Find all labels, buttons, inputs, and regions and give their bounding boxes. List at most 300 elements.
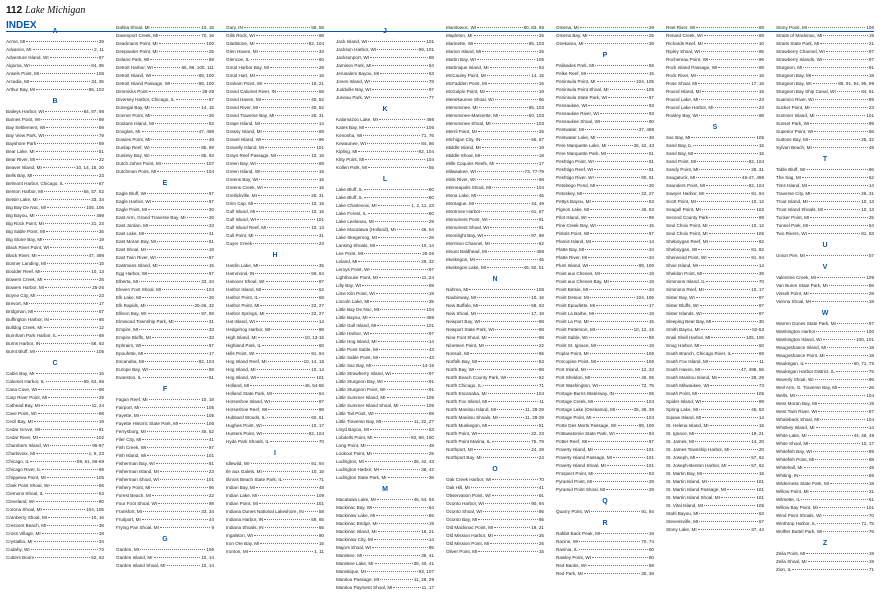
entry-page: 66 <box>318 525 324 530</box>
entry-leader-dots <box>590 297 635 298</box>
entry-page: 26, 31 <box>861 191 874 196</box>
entry-leader-dots <box>478 131 538 132</box>
index-entry <box>776 40 874 48</box>
entry-leader-dots <box>377 499 413 500</box>
entry-page: 96 <box>868 167 874 172</box>
entry-leader-dots <box>35 557 90 558</box>
index-entry <box>446 208 544 216</box>
entry-leader-dots <box>45 135 98 136</box>
entry-leader-dots <box>489 219 538 220</box>
entry-page: 95 <box>428 545 434 550</box>
entry-page: 10, 15 <box>311 209 324 214</box>
entry-name: Four Foot Shoal, WI <box>116 501 158 506</box>
entry-page: 25 <box>538 33 544 38</box>
entry-page: 69 <box>758 351 764 356</box>
entry-page: 47, 498 <box>198 129 214 134</box>
entry-leader-dots <box>594 401 645 402</box>
entry-name: Dimmicks Point <box>116 89 148 94</box>
index-entry <box>226 286 324 294</box>
index-entry <box>776 336 874 344</box>
entry-name: Ellison Bay, WI <box>116 311 147 316</box>
entry-leader-dots <box>700 305 758 306</box>
entry-page: 98, 100 <box>638 263 654 268</box>
entry-name: Dunlap Reef, WI <box>116 145 150 150</box>
entry-name: Lookout Point, MI <box>336 451 372 456</box>
entry-leader-dots <box>479 107 528 108</box>
entry-leader-dots <box>157 241 208 242</box>
entry-name: Deepwater Point, MI <box>116 49 158 54</box>
index-entry <box>6 554 104 562</box>
index-entry <box>446 438 544 446</box>
entry-name: Zeila Shoal, MI <box>776 559 807 564</box>
entry-page: 14 <box>318 121 324 126</box>
entry-name: Point La Par, MI <box>556 319 589 324</box>
index-entry <box>446 548 544 556</box>
entry-page: 57 <box>868 253 874 258</box>
entry-name: Summer Island, MI <box>776 113 815 118</box>
entry-name: Rawley Point, WI <box>556 555 591 560</box>
entry-page: 98 <box>538 319 544 324</box>
entry-page: 60 <box>318 57 324 62</box>
entry-page: 36, 42 <box>421 467 434 472</box>
index-entry <box>556 182 654 190</box>
entry-page: 97 <box>98 55 104 60</box>
entry-name: Elk Lake, MI <box>116 295 142 300</box>
index-entry <box>446 294 544 302</box>
entry-page: 106 <box>866 25 874 30</box>
entry-name: Willow Bay Point, MI <box>776 505 818 510</box>
entry-page: 106 <box>206 547 214 552</box>
entry-page: 71 <box>538 383 544 388</box>
entry-name: Long Point, MI <box>336 443 366 448</box>
entry-page: 82 <box>758 239 764 244</box>
entry-page: 58, 63 <box>91 341 104 346</box>
index-entry <box>556 278 654 286</box>
index-entry <box>776 424 874 432</box>
entry-name: Sheboygan, WI <box>666 247 698 252</box>
entry-name: Trout Island, MI <box>776 199 808 204</box>
letter-heading: K <box>382 106 388 113</box>
index-entry <box>556 78 654 86</box>
index-entry <box>446 184 544 192</box>
entry-leader-dots <box>595 473 648 474</box>
index-entry <box>666 318 764 326</box>
index-entry <box>336 156 434 164</box>
index-entry <box>6 434 104 442</box>
entry-leader-dots <box>590 209 640 210</box>
entry-name: Spider Island, WI <box>666 399 701 404</box>
entry-leader-dots <box>48 517 90 518</box>
entry-leader-dots <box>699 409 750 410</box>
entry-name: South Fox Island, MI <box>666 359 709 364</box>
entry-page: 91, 94 <box>641 509 654 514</box>
entry-name: Good Hart, MI <box>226 73 255 78</box>
entry-page: 105 <box>756 503 764 508</box>
entry-leader-dots <box>147 193 208 194</box>
entry-page: 41 <box>538 485 544 490</box>
index-entry <box>776 112 874 120</box>
entry-leader-dots <box>267 227 310 228</box>
index-entry <box>666 174 764 182</box>
entry-leader-dots <box>490 227 538 228</box>
entry-leader-dots <box>596 185 648 186</box>
entry-leader-dots <box>809 225 868 226</box>
entry-page: 101 <box>756 479 764 484</box>
entry-name: Garden, MI <box>116 547 139 552</box>
entry-leader-dots <box>481 321 538 322</box>
index-entry <box>336 132 434 140</box>
entry-page: 60, 61 <box>311 415 324 420</box>
entry-page: 29 <box>318 65 324 70</box>
entry-name: Union Pier, MI <box>776 253 805 258</box>
entry-page: 19, 21 <box>751 431 764 436</box>
entry-page: 81 <box>208 461 214 466</box>
entry-leader-dots <box>589 35 648 36</box>
letter-heading: G <box>162 536 168 543</box>
entry-name: Plum Island, WI <box>556 263 589 268</box>
index-entry <box>446 24 544 32</box>
index-entry <box>6 514 104 522</box>
entry-leader-dots <box>477 179 538 180</box>
index-entry <box>776 32 874 40</box>
entry-page: 26 <box>648 183 654 188</box>
entry-leader-dots <box>698 393 755 394</box>
entry-page: 48 <box>428 443 434 448</box>
index-entry <box>336 290 434 298</box>
entry-leader-dots <box>145 361 198 362</box>
index-entry <box>776 174 874 182</box>
entry-name: East Arm, Grand Traverse Bay, MI <box>116 215 186 220</box>
entry-name: Gull Island, WI <box>226 217 256 222</box>
entry-page: 26 <box>208 215 214 220</box>
entry-leader-dots <box>816 427 868 428</box>
entry-name: Hedgehog Harbor, WI <box>226 327 271 332</box>
entry-leader-dots <box>369 317 426 318</box>
entry-page: 76 <box>868 529 874 534</box>
entry-page: 104 <box>426 307 434 312</box>
entry-page: 88, 100 <box>198 73 214 78</box>
entry-name: Ansels Point, MI <box>6 71 40 76</box>
index-entry <box>336 504 434 512</box>
entry-leader-dots <box>149 225 208 226</box>
entry-name: Lighthouse Point, MI <box>336 275 378 280</box>
entry-page: 70 <box>318 439 324 444</box>
entry-leader-dots <box>698 249 750 250</box>
entry-name: Hog Island, MI <box>226 367 256 372</box>
index-entry <box>116 508 214 516</box>
entry-leader-dots <box>695 441 750 442</box>
entry-name: Montrose Harbor <box>446 209 481 214</box>
entry-name: Norfolk Bay, MI <box>446 359 478 364</box>
entry-leader-dots <box>474 449 530 450</box>
index-entry <box>556 238 654 246</box>
entry-name: Eastmans Island, MI <box>116 263 158 268</box>
index-entry <box>226 96 324 104</box>
entry-leader-dots <box>144 353 208 354</box>
entry-page: 84, 97, 98 <box>83 109 104 114</box>
index-entry <box>116 246 214 254</box>
index-column <box>446 24 544 594</box>
entry-page: 59, 64, 66 <box>83 379 104 384</box>
entry-page: 19 <box>428 521 434 526</box>
index-entry <box>6 538 104 546</box>
index-entry <box>6 426 104 434</box>
index-entry <box>666 478 764 486</box>
index-entry <box>226 40 324 48</box>
index-entry <box>6 466 104 474</box>
index-entry <box>6 86 104 94</box>
entry-name: Manistique, MI <box>336 569 366 574</box>
entry-page: 97, 98 <box>201 311 214 316</box>
entry-name: Rabbit Back Peak, MI <box>556 531 601 536</box>
entry-page: 55 <box>428 513 434 518</box>
index-entry <box>116 516 214 524</box>
entry-page: 28 <box>868 291 874 296</box>
index-entry <box>116 48 214 56</box>
entry-leader-dots <box>43 239 97 240</box>
entry-page: 105 <box>206 405 214 410</box>
entry-name: Point La Barbe, MI <box>556 311 595 316</box>
entry-page: 56, 57, 62 <box>83 189 104 194</box>
entry-leader-dots <box>50 445 91 446</box>
index-entry <box>336 544 434 552</box>
entry-page: 67 <box>98 181 104 186</box>
entry-leader-dots <box>803 67 868 68</box>
entry-name: Eagle Bluff, WI <box>116 191 147 196</box>
entry-name: Peshtigo Point, WI <box>556 159 594 164</box>
index-entry <box>226 152 324 160</box>
index-entry <box>556 134 654 142</box>
index-entry <box>226 278 324 286</box>
entry-name: Indian Bay, MI <box>226 485 256 490</box>
entry-leader-dots <box>271 329 317 330</box>
entry-leader-dots <box>815 379 868 380</box>
entry-page: 22 <box>208 493 214 498</box>
entry-name: Hunters Point, WI <box>226 431 262 436</box>
index-entry <box>336 560 434 568</box>
entry-leader-dots <box>482 51 538 52</box>
entry-name: Portage Creek, MI <box>556 399 594 404</box>
entry-name: Stony Lake, MI <box>666 527 697 532</box>
entry-page: 87 <box>208 255 214 260</box>
entry-name: Egg Harbor, WI <box>116 271 148 276</box>
entry-page: 15 <box>98 261 104 266</box>
entry-name: Cranberry Shoal, MI <box>6 515 48 520</box>
entry-page: 10, 18 <box>311 469 324 474</box>
entry-leader-dots <box>817 277 865 278</box>
entry-leader-dots <box>262 99 310 100</box>
entry-leader-dots <box>492 123 536 124</box>
index-entry <box>776 96 874 104</box>
index-entry <box>336 474 434 482</box>
index-entry <box>556 174 654 182</box>
entry-leader-dots <box>152 201 208 202</box>
index-entry <box>776 88 874 96</box>
entry-leader-dots <box>710 385 758 386</box>
entry-leader-dots <box>371 81 428 82</box>
entry-page: 95, 99 <box>201 145 214 150</box>
entry-leader-dots <box>179 423 205 424</box>
entry-leader-dots <box>39 199 91 200</box>
index-entry <box>666 334 764 342</box>
entry-name: Red Banks, WI <box>556 563 587 568</box>
entry-name: Glencoe, IL <box>226 57 250 62</box>
entry-leader-dots <box>400 405 426 406</box>
index-entry <box>776 282 874 290</box>
entry-name: Crescent Beach, MI <box>6 523 47 528</box>
entry-page: 79 <box>98 133 104 138</box>
entry-name: Crystallia, MI <box>6 539 33 544</box>
entry-page: 46, 54 <box>421 227 434 232</box>
entry-page: 84, 91 <box>861 89 874 94</box>
index-entry <box>556 310 654 318</box>
entry-leader-dots <box>697 75 758 76</box>
entry-page: 45, 50, 51 <box>523 265 544 270</box>
entry-name: Round Lake Harbor, MI <box>666 105 714 110</box>
entry-page: 85, 93 <box>201 153 214 158</box>
entry-page: 14 <box>428 339 434 344</box>
entry-name: St. Joseph, MI <box>666 455 696 460</box>
index-entry <box>116 358 214 366</box>
entry-leader-dots <box>256 353 311 354</box>
entry-leader-dots <box>596 305 648 306</box>
index-entry <box>666 374 764 382</box>
index-entry <box>226 80 324 88</box>
index-entry <box>336 70 434 78</box>
entry-name: Nineteen Point, MI <box>446 343 484 348</box>
entry-leader-dots <box>829 285 868 286</box>
entry-page: 10, 16 <box>91 515 104 520</box>
entry-name: South Manitou Island, MI <box>666 375 717 380</box>
entry-page: 10, 14 <box>421 243 434 248</box>
entry-page: 15 <box>538 549 544 554</box>
entry-name: Platte River, MI <box>556 255 588 260</box>
entry-leader-dots <box>709 241 758 242</box>
entry-name: Racine, WI <box>556 539 579 544</box>
index-entry <box>446 104 544 112</box>
entry-leader-dots <box>599 385 640 386</box>
entry-leader-dots <box>265 147 315 148</box>
entry-name: Indiana Shoals, IN <box>226 525 264 530</box>
entry-leader-dots <box>507 377 538 378</box>
index-entry <box>226 342 324 350</box>
entry-name: Lobdells Point, MI <box>336 435 373 440</box>
entry-name: Little Harbor, WI <box>336 331 369 336</box>
entry-name: Montague, MI <box>446 201 475 206</box>
letter-heading: F <box>162 386 168 393</box>
entry-page: 16, 21 <box>421 529 434 534</box>
entry-name: St. Martin Island, MI <box>666 479 707 484</box>
index-entry <box>226 184 324 192</box>
index-entry <box>556 190 654 198</box>
entry-name: Pentwater Lake, MI <box>556 135 596 140</box>
entry-page: 60 <box>648 547 654 552</box>
index-entry <box>6 180 104 188</box>
index-entry <box>116 128 214 136</box>
entry-page: 90, 94 <box>531 501 544 506</box>
entry-page: 10, 14, 15 <box>303 359 324 364</box>
entry-page: 61 <box>208 375 214 380</box>
entry-leader-dots <box>364 189 428 190</box>
entry-name: Iron Ore Bay, MI <box>226 541 260 546</box>
index-entry <box>556 350 654 358</box>
entry-name: Jerusalem Bayou, MI <box>336 71 380 76</box>
entry-name: Oconto Bay, MI <box>446 517 478 522</box>
index-entry <box>6 252 104 260</box>
index-entry <box>446 358 544 366</box>
entry-leader-dots <box>708 481 755 482</box>
entry-leader-dots <box>140 415 205 416</box>
entry-name: Chicago, IL <box>6 459 30 464</box>
entry-page: 91 <box>538 225 544 230</box>
entry-leader-dots <box>379 523 428 524</box>
entry-page: 65 <box>648 391 654 396</box>
index-entry <box>776 520 874 528</box>
entry-leader-dots <box>151 487 207 488</box>
entry-page: 91, 94 <box>751 255 764 260</box>
entry-name: Mackinaw Lake, MI <box>336 513 376 518</box>
index-entry <box>116 452 214 460</box>
index-entry <box>556 366 654 374</box>
entry-page: 89 <box>758 33 764 38</box>
index-entry <box>776 128 874 136</box>
index-entry <box>226 382 324 390</box>
entry-name: New Shoal, MI <box>446 311 476 316</box>
entry-name: Boyne City, MI <box>6 293 36 298</box>
index-entry <box>116 326 214 334</box>
entry-name: Wind Point Shoals, WI <box>776 513 822 518</box>
entry-name: Kipling, MI <box>336 149 358 154</box>
entry-page: 75 <box>868 369 874 374</box>
entry-leader-dots <box>358 151 417 152</box>
entry-name: Martinique Island, MI <box>446 65 489 70</box>
entry-page: 34, 35 <box>91 79 104 84</box>
entry-page: 88 <box>98 411 104 416</box>
entry-page: 10, 14 <box>311 367 324 372</box>
entry-page: 39 <box>758 271 764 276</box>
entry-leader-dots <box>810 123 868 124</box>
index-entry <box>6 188 104 196</box>
index-entry <box>666 142 764 150</box>
index-entry <box>666 56 764 64</box>
entry-page: 19 <box>868 401 874 406</box>
entry-name: Deadmans Point, MI <box>116 41 158 46</box>
index-entry <box>446 224 544 232</box>
index-entry <box>446 128 544 136</box>
index-entry <box>556 110 654 118</box>
entry-leader-dots <box>143 511 200 512</box>
entry-leader-dots <box>370 57 428 58</box>
entry-leader-dots <box>375 563 413 564</box>
entry-leader-dots <box>808 185 868 186</box>
entry-leader-dots <box>699 513 757 514</box>
entry-page: 1, 2, 11, 23 <box>411 203 434 208</box>
entry-leader-dots <box>594 169 648 170</box>
entry-name: Muskegon Lake, MI <box>446 265 487 270</box>
entry-name: Manitou Payment Shoal, MI <box>336 585 393 590</box>
index-entry <box>336 250 434 258</box>
entry-page: 10, 16 <box>531 295 544 300</box>
entry-page: 85, 98, 100, 111 <box>181 65 214 70</box>
index-entry <box>226 144 324 152</box>
entry-page: 33 <box>208 327 214 332</box>
entry-name: Point Epoufette, MI <box>556 303 596 308</box>
entry-leader-dots <box>262 139 318 140</box>
entry-name: Ludington Harbor, MI <box>336 467 379 472</box>
entry-name: Sturgeon, MI <box>776 65 803 70</box>
entry-name: South Point, MI <box>666 391 698 396</box>
entry-page: 81 <box>208 239 214 244</box>
